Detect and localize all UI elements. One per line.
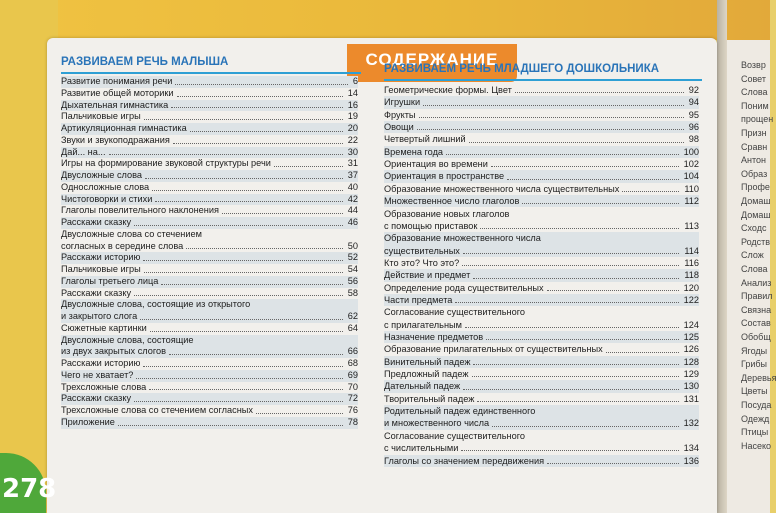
toc-entry[interactable] bbox=[61, 88, 358, 100]
right-page-entry: Птицы bbox=[741, 427, 769, 438]
toc-entry[interactable] bbox=[61, 382, 358, 394]
toc-entry[interactable] bbox=[61, 158, 358, 170]
leader-dots bbox=[134, 225, 343, 226]
toc-page-number: 125 bbox=[683, 332, 699, 342]
leader-dots bbox=[515, 92, 684, 93]
right-page-entry: Связна bbox=[741, 304, 772, 315]
toc-entry[interactable] bbox=[384, 368, 699, 380]
right-page-entry: Антон bbox=[741, 155, 766, 166]
leader-dots bbox=[161, 284, 343, 285]
contents-title: СОДЕРЖАНИЕ bbox=[365, 50, 499, 69]
toc-entry[interactable] bbox=[384, 269, 699, 281]
toc-entry-title: Кто это? Что это? bbox=[384, 257, 460, 268]
toc-entry-title: Творительный падеж bbox=[384, 393, 475, 404]
toc-page-number: 30 bbox=[347, 146, 358, 157]
right-page-entry: Насеко bbox=[741, 440, 772, 451]
toc-entry[interactable] bbox=[384, 183, 699, 195]
toc-entry[interactable] bbox=[384, 146, 699, 158]
leader-dots bbox=[473, 278, 679, 279]
toc-page-number: 128 bbox=[683, 356, 699, 367]
toc-entry-title: Множественное число глаголов bbox=[384, 196, 520, 207]
toc-entry[interactable] bbox=[61, 194, 358, 206]
toc-entry-title: с помощью приставок bbox=[384, 220, 478, 231]
toc-entry-title: Согласование существительного bbox=[384, 430, 525, 441]
toc-page-number: 31 bbox=[347, 158, 358, 169]
toc-entry[interactable] bbox=[384, 430, 699, 455]
leader-dots bbox=[136, 378, 343, 379]
toc-entry-title: Сюжетные картинки bbox=[61, 322, 147, 333]
toc-entry-title: Определение рода существительных bbox=[384, 282, 544, 293]
toc-entry[interactable] bbox=[384, 331, 699, 343]
toc-entry-title: Времена года bbox=[384, 146, 444, 157]
toc-entry-title: Действие и предмет bbox=[384, 270, 471, 281]
right-page-entry: Слож bbox=[741, 250, 764, 261]
leader-dots bbox=[465, 327, 679, 328]
toc-page-number: 58 bbox=[347, 287, 358, 298]
toc-page-number: 19 bbox=[347, 111, 358, 122]
toc-entry[interactable] bbox=[61, 299, 358, 323]
toc-entry[interactable] bbox=[61, 264, 358, 276]
toc-page-number: 16 bbox=[347, 99, 358, 110]
toc-page-number: 131 bbox=[683, 393, 699, 404]
toc-entry[interactable] bbox=[61, 217, 358, 229]
toc-entry-title: Овощи bbox=[384, 122, 414, 133]
right-page-entry: Домаш bbox=[741, 209, 771, 220]
toc-page-number: 100 bbox=[683, 146, 699, 157]
toc-entry-title: Дыхательная гимнастика bbox=[61, 99, 169, 110]
toc-entry[interactable] bbox=[384, 232, 699, 257]
right-page-entry: Правил bbox=[741, 291, 773, 302]
toc-entry-title: Винительный падеж bbox=[384, 356, 471, 367]
toc-page-number: 104 bbox=[683, 171, 699, 182]
toc-entry-title: Образование прилагательных от существительных bbox=[384, 344, 603, 355]
book-cover-top bbox=[0, 0, 770, 40]
toc-entry-title: Расскажи сказку bbox=[61, 393, 132, 404]
toc-page-number: 40 bbox=[347, 181, 358, 192]
toc-page-number: 132 bbox=[683, 418, 699, 429]
toc-page-number: 22 bbox=[347, 134, 358, 145]
toc-page-number: 14 bbox=[347, 87, 358, 98]
toc-entry-title: Согласование существительного bbox=[384, 307, 525, 318]
toc-entry[interactable] bbox=[61, 323, 358, 335]
toc-page-number: 62 bbox=[347, 311, 358, 321]
toc-entry[interactable] bbox=[384, 257, 699, 269]
toc-entry[interactable] bbox=[384, 455, 699, 467]
leader-dots bbox=[171, 107, 343, 108]
leader-dots bbox=[222, 213, 343, 214]
toc-entry[interactable] bbox=[61, 335, 358, 359]
leader-dots bbox=[455, 302, 679, 303]
toc-page-number: 126 bbox=[683, 344, 699, 355]
toc-page-number: 72 bbox=[347, 393, 358, 404]
toc-page-number: 118 bbox=[684, 270, 699, 281]
leader-dots bbox=[507, 179, 679, 180]
leader-dots bbox=[462, 265, 679, 266]
right-page-entry: Грибы bbox=[741, 359, 768, 370]
toc-entry-title: Развитие общей моторики bbox=[61, 87, 174, 98]
leader-dots bbox=[186, 248, 343, 249]
leader-dots bbox=[152, 190, 343, 191]
right-page-entry: прощен bbox=[741, 114, 774, 125]
page-number: 278 bbox=[2, 474, 57, 504]
leader-dots bbox=[177, 96, 343, 97]
toc-page-number: 98 bbox=[688, 134, 699, 145]
leader-dots bbox=[134, 295, 343, 296]
leader-dots bbox=[522, 203, 679, 204]
leader-dots bbox=[491, 166, 679, 167]
leader-dots bbox=[419, 117, 684, 118]
toc-entry[interactable] bbox=[61, 100, 358, 112]
left-column-title: РАЗВИВАЕМ РЕЧЬ МАЛЫША bbox=[61, 56, 229, 68]
toc-page-number: 69 bbox=[347, 369, 358, 380]
right-page-entry: Обобщ bbox=[741, 332, 771, 342]
toc-entry-title: Ориентация во времени bbox=[384, 159, 488, 170]
toc-entry-title: и закрытого слога bbox=[61, 311, 138, 321]
toc-entry[interactable] bbox=[384, 84, 699, 96]
toc-entry[interactable] bbox=[384, 343, 699, 355]
middle-column-rule bbox=[384, 79, 702, 81]
book-spine bbox=[717, 0, 727, 513]
toc-page-number: 96 bbox=[688, 122, 699, 133]
right-page-entry: Анализ bbox=[741, 277, 772, 288]
toc-page-number: 56 bbox=[347, 275, 358, 286]
toc-entry-title: Фрукты bbox=[384, 109, 416, 120]
leader-dots bbox=[463, 389, 679, 390]
toc-entry-title: и множественного числа bbox=[384, 418, 490, 429]
leader-dots bbox=[547, 290, 679, 291]
toc-page-number: 68 bbox=[347, 358, 358, 368]
toc-entry[interactable] bbox=[61, 288, 358, 300]
toc-entry-title: Части предмета bbox=[384, 294, 453, 305]
leader-dots bbox=[547, 463, 679, 464]
leader-dots bbox=[423, 105, 684, 106]
toc-page-number: 95 bbox=[688, 109, 699, 120]
middle-column-title: РАЗВИВАЕМ РЕЧЬ МЛАДШЕГО ДОШКОЛЬНИКА bbox=[384, 63, 660, 75]
toc-entry[interactable] bbox=[61, 393, 358, 405]
toc-entry[interactable] bbox=[61, 252, 358, 264]
toc-entry[interactable] bbox=[384, 405, 699, 430]
toc-page-number: 112 bbox=[684, 196, 699, 207]
toc-entry-title: Чего не хватает? bbox=[61, 369, 134, 380]
toc-entry-title: с прилагательным bbox=[384, 319, 462, 330]
toc-entry[interactable] bbox=[61, 170, 358, 182]
leader-dots bbox=[461, 450, 679, 451]
toc-entry-title: согласных в середине слова bbox=[61, 240, 184, 251]
toc-entry-title: Четвертый лишний bbox=[384, 134, 466, 145]
toc-entry-title: Односложные слова bbox=[61, 181, 150, 192]
toc-entry-title: Назначение предметов bbox=[384, 332, 484, 342]
toc-page-number: 20 bbox=[347, 123, 358, 133]
toc-entry-title: Дательный падеж bbox=[384, 381, 461, 392]
toc-entry-title: Дай... на... bbox=[61, 146, 106, 157]
toc-entry-title: Расскажи сказку bbox=[61, 287, 132, 298]
right-page-entry: Одежд bbox=[741, 413, 770, 424]
toc-entry[interactable] bbox=[384, 195, 699, 207]
right-page-entry: Сравн bbox=[741, 141, 768, 152]
toc-entry-title: Пальчиковые игры bbox=[61, 111, 141, 122]
toc-page-number: 116 bbox=[684, 257, 699, 268]
contents-page bbox=[47, 38, 717, 513]
right-page-entry: Родств bbox=[741, 236, 771, 247]
toc-entry[interactable] bbox=[61, 182, 358, 194]
toc-entry-title: Трехсложные слова со стечением согласных bbox=[61, 405, 253, 415]
toc-entry-title: Приложение bbox=[61, 416, 115, 427]
toc-page-number: 110 bbox=[684, 183, 699, 194]
toc-entry[interactable] bbox=[61, 405, 358, 417]
toc-page-number: 42 bbox=[347, 193, 358, 204]
toc-page-number: 46 bbox=[347, 217, 358, 227]
toc-entry-title: Глаголы со значением передвижения bbox=[384, 455, 545, 466]
toc-page-number: 50 bbox=[347, 240, 358, 251]
toc-entry[interactable] bbox=[384, 133, 699, 145]
toc-entry[interactable] bbox=[384, 380, 699, 392]
leader-dots bbox=[150, 331, 343, 332]
toc-entry-title: Двусложные слова со стечением bbox=[61, 228, 202, 239]
toc-entry[interactable] bbox=[61, 229, 358, 253]
toc-page-number: 44 bbox=[347, 205, 358, 216]
toc-entry[interactable] bbox=[384, 170, 699, 182]
toc-entry-title: Глаголы третьего лица bbox=[61, 275, 159, 286]
toc-entry[interactable] bbox=[61, 417, 358, 429]
toc-entry[interactable] bbox=[61, 276, 358, 288]
toc-page-number: 114 bbox=[684, 245, 699, 256]
toc-entry-title: Глаголы повелительного наклонения bbox=[61, 205, 219, 216]
leader-dots bbox=[143, 260, 343, 261]
toc-entry-title: Предложный падеж bbox=[384, 369, 469, 380]
leader-dots bbox=[173, 143, 343, 144]
toc-entry-title: Артикуляционная гимнастика bbox=[61, 123, 187, 133]
leader-dots bbox=[417, 129, 684, 130]
toc-entry[interactable] bbox=[384, 306, 699, 331]
toc-entry-title: Игры на формирование звуковой структуры речи bbox=[61, 158, 271, 169]
toc-entry-title: Геометрические формы. Цвет bbox=[384, 85, 512, 95]
toc-page-number: 76 bbox=[347, 405, 358, 415]
right-page-entry: Слова bbox=[741, 87, 768, 98]
leader-dots bbox=[463, 253, 679, 254]
right-page-entry: Цветы bbox=[741, 386, 768, 397]
right-page bbox=[727, 40, 776, 513]
toc-entry-title: Развитие понимания речи bbox=[61, 76, 173, 86]
leader-dots bbox=[256, 413, 343, 414]
toc-page-number: 64 bbox=[347, 322, 358, 333]
toc-entry[interactable] bbox=[61, 76, 358, 88]
toc-page-number: 120 bbox=[683, 282, 699, 293]
toc-entry-title: Образование множественного числа bbox=[384, 233, 541, 244]
toc-page-number: 129 bbox=[683, 369, 699, 380]
right-page-entry: Ягоды bbox=[741, 345, 768, 356]
leader-dots bbox=[169, 354, 343, 355]
right-page-entry: Сходс bbox=[741, 223, 767, 234]
toc-page-number: 92 bbox=[688, 85, 699, 95]
right-page-entry: Образ bbox=[741, 168, 768, 179]
toc-page-number: 70 bbox=[347, 381, 358, 392]
leader-dots bbox=[446, 154, 679, 155]
leader-dots bbox=[622, 191, 679, 192]
toc-entry[interactable] bbox=[384, 393, 699, 405]
toc-entry-title: Образование новых глаголов bbox=[384, 208, 510, 219]
toc-entry-title: Чистоговорки и стихи bbox=[61, 193, 153, 204]
right-page-entry: Состав bbox=[741, 318, 771, 329]
right-page-entry: Профе bbox=[741, 182, 770, 193]
toc-page-number: 134 bbox=[683, 443, 699, 454]
toc-entry-title: Пальчиковые игры bbox=[61, 264, 141, 274]
leader-dots bbox=[190, 131, 343, 132]
toc-page-number: 66 bbox=[347, 346, 358, 357]
right-page-entry: Посуда bbox=[741, 400, 772, 410]
toc-entry-title: Двусложные слова, состоящие bbox=[61, 334, 194, 345]
toc-entry[interactable] bbox=[61, 135, 358, 147]
toc-entry-title: Расскажи сказку bbox=[61, 217, 132, 227]
leader-dots bbox=[486, 339, 679, 340]
toc-entry[interactable] bbox=[384, 109, 699, 121]
toc-entry[interactable] bbox=[61, 205, 358, 217]
toc-entry-title: Звуки и звукоподражания bbox=[61, 134, 170, 145]
toc-entry[interactable] bbox=[384, 294, 699, 306]
toc-page-number: 37 bbox=[347, 170, 358, 180]
right-page-entry: Призн bbox=[741, 128, 767, 138]
leader-dots bbox=[145, 178, 343, 179]
toc-entry-title: Образование множественного числа существительных bbox=[384, 183, 620, 194]
toc-entry-title: Ориентация в пространстве bbox=[384, 171, 505, 182]
leader-dots bbox=[118, 425, 343, 426]
leader-dots bbox=[473, 364, 679, 365]
leader-dots bbox=[469, 142, 684, 143]
toc-entry[interactable] bbox=[61, 123, 358, 135]
toc-entry-title: с числительными bbox=[384, 443, 459, 454]
toc-entry[interactable] bbox=[384, 158, 699, 170]
toc-entry[interactable] bbox=[384, 282, 699, 294]
toc-entry[interactable] bbox=[61, 147, 358, 159]
toc-page-number: 54 bbox=[347, 264, 358, 274]
leader-dots bbox=[480, 228, 679, 229]
toc-entry-title: Двусложные слова bbox=[61, 170, 142, 180]
leader-dots bbox=[134, 401, 343, 402]
right-page-entry: Возвр bbox=[741, 60, 766, 70]
toc-page-number: 78 bbox=[347, 416, 358, 427]
toc-page-number: 113 bbox=[684, 220, 699, 231]
leader-dots bbox=[149, 389, 343, 390]
leader-dots bbox=[140, 319, 343, 320]
toc-entry-title: существительных bbox=[384, 245, 460, 256]
toc-entry[interactable] bbox=[61, 358, 358, 370]
right-page-entry: Домаш bbox=[741, 196, 771, 206]
toc-page-number: 6 bbox=[352, 76, 358, 86]
leader-dots bbox=[144, 119, 343, 120]
leader-dots bbox=[492, 426, 679, 427]
leader-dots bbox=[472, 376, 679, 377]
leader-dots bbox=[143, 366, 343, 367]
toc-page-number: 130 bbox=[683, 381, 699, 392]
toc-entry-title: Расскажи историю bbox=[61, 358, 141, 368]
toc-page-number: 94 bbox=[688, 97, 699, 108]
toc-entry-title: Родительный падеж единственного bbox=[384, 406, 536, 417]
right-page-entry: Слова bbox=[741, 264, 768, 274]
toc-entry[interactable] bbox=[384, 208, 699, 233]
toc-entry-title: Игрушки bbox=[384, 97, 421, 108]
toc-page-number: 136 bbox=[683, 455, 699, 466]
leader-dots bbox=[477, 401, 679, 402]
toc-page-number: 122 bbox=[683, 294, 699, 305]
leader-dots bbox=[606, 352, 679, 353]
toc-entry-title: Трехсложные слова bbox=[61, 381, 147, 392]
right-page-entry: Совет bbox=[741, 73, 767, 84]
leader-dots bbox=[155, 201, 343, 202]
leader-dots bbox=[109, 154, 343, 155]
toc-entry-title: из двух закрытых слогов bbox=[61, 346, 166, 357]
toc-page-number: 52 bbox=[347, 252, 358, 263]
toc-entry-title: Двусложные слова, состоящие из открытого bbox=[61, 299, 251, 310]
toc-entry[interactable] bbox=[384, 356, 699, 368]
left-column-rule bbox=[61, 72, 361, 74]
leader-dots bbox=[144, 272, 343, 273]
right-page-entry: Поним bbox=[741, 100, 769, 111]
leader-dots bbox=[175, 84, 348, 85]
toc-entry[interactable] bbox=[384, 96, 699, 108]
right-page-entry: Деревья bbox=[741, 372, 776, 383]
toc-entry[interactable] bbox=[61, 370, 358, 382]
toc-page-number: 102 bbox=[683, 159, 699, 170]
toc-page-number: 124 bbox=[683, 319, 699, 330]
toc-entry-title: Расскажи историю bbox=[61, 252, 141, 263]
leader-dots bbox=[274, 166, 343, 167]
toc-entry[interactable] bbox=[61, 111, 358, 123]
toc-entry[interactable] bbox=[384, 121, 699, 133]
